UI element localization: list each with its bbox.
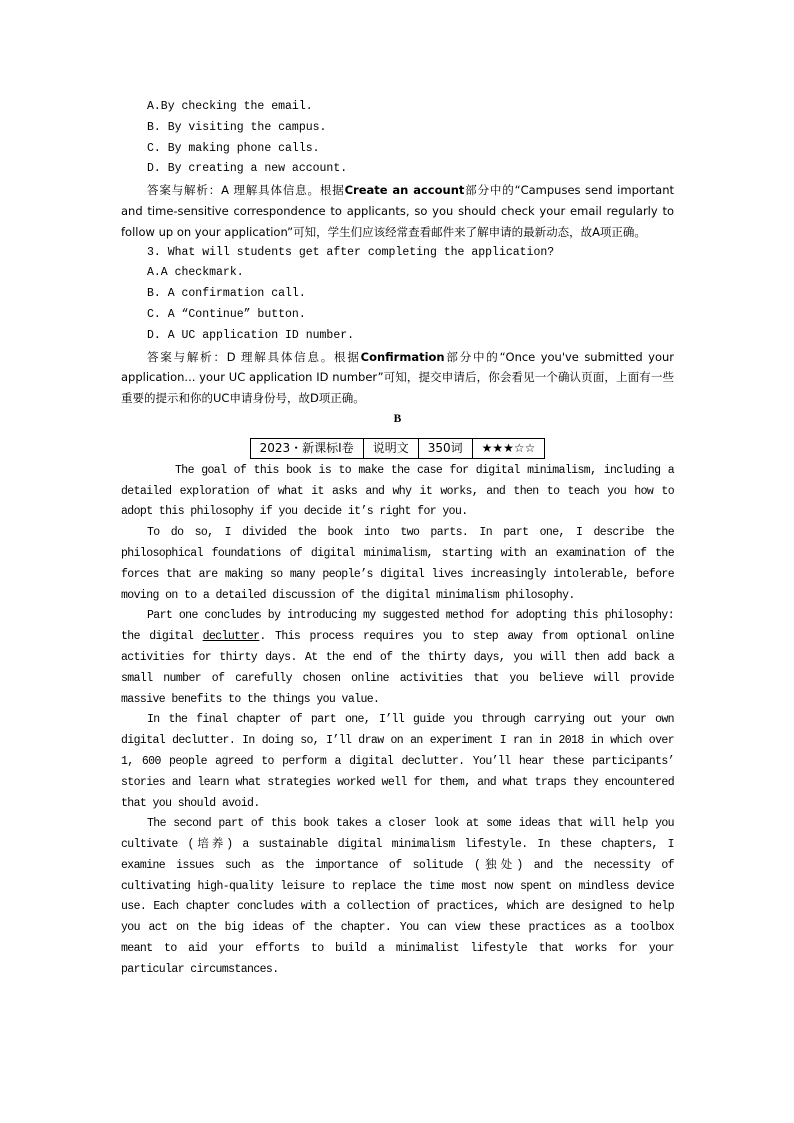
q2-answer-rest: 部分中的“Campuses send important and time-sensitive correspondence to applicants, so you should check your email regularly to follow up on your application”可知，学生们应该经常查看邮件来了解申请的最新动态，故A项正确。 <box>121 183 674 239</box>
q2-option-b: B. By visiting the campus. <box>147 120 327 134</box>
q3-answer <box>121 347 674 409</box>
passage-paragraph-5: The second part of this book takes a closer look at some ideas that will help you cultivate (培养) a sustainable digital minimalism lifestyle. In these chapters, I examine issues such as the importance of solitude (独处) and the necessity of cultivating high-quality leisure to replace the time most now spent on mindless device use. Each chapter concludes with a collection of practices, which are designed to help you act on the big ideas of the chapter. You can view these practices as a toolbox meant to aid your efforts to build a minimalist lifestyle that works for your particular circumstances. <box>121 817 674 976</box>
info-genre: 说明文 <box>363 438 418 458</box>
q3-answer-bold: Confirmation <box>360 349 445 364</box>
section-b-heading: B <box>393 412 402 425</box>
document-content <box>121 97 674 981</box>
q3-option-c: C. A “Continue” button. <box>147 307 306 321</box>
passage-paragraph-2: To do so, I divided the book into two parts. In part one, I describe the philosophical foundations of digital minimalism, starting with an examination of the forces that are making so many people’s digital lives increasingly intolerable, before moving on to a detailed discussion of the digital minimalism philosophy. <box>121 526 674 602</box>
q3-question: 3. What will students get after completing the application? <box>147 245 555 259</box>
q2-answer <box>121 180 674 242</box>
q3-option-b: B. A confirmation call. <box>147 287 306 301</box>
q2-option-d: D. By creating a new account. <box>147 162 348 176</box>
q3-option-a: A.A checkmark. <box>147 266 244 280</box>
q2-option-a: A.By checking the email. <box>147 100 313 113</box>
q3-answer-rest: 部分中的“Once you've submitted your application... your UC application ID number”可知，提交申请后，你会看见一个确认页面，上面有一些重要的提示和你的UC申请身份号，故D项正确。 <box>121 349 674 406</box>
passage-info-table <box>250 438 546 459</box>
q2-answer-bold: Create an account <box>344 183 465 198</box>
q3-answer-prefix: 答案与解析：D 理解具体信息。根据 <box>147 349 361 364</box>
q2-option-c: C. By making phone calls. <box>147 141 320 155</box>
passage-paragraph-4: In the final chapter of part one, I’ll guide you through carrying out your own digital declutter. In doing so, I’ll draw on an experiment I ran in 2018 in which over 1, 600 people agreed to perform a digital declutter. You’ll hear these participants’ stories and learn what strategies worked well for them, and what traps they encountered that you should avoid. <box>121 713 674 810</box>
q3-option-d: D. A UC application ID number. <box>147 328 355 342</box>
info-word-count: 350词 <box>418 438 472 458</box>
p3-text-before: Part one concludes by introducing my suggested method for adopting this philosophy: the digital <box>121 609 674 644</box>
passage-paragraph-3 <box>121 606 674 710</box>
passage-paragraph-1: The goal of this book is to make the case for digital minimalism, including a detailed exploration of what it asks and why it works, and then to teach you how to adopt this philosophy if you decide it’s right for you. <box>121 463 674 519</box>
p3-text-after: . This process requires you to step away from optional online activities for thirty days. At the end of the thirty days, you will then add back a small number of carefully chosen online activities that you believe will provide massive benefits to the things you value. <box>121 630 674 706</box>
underlined-word-declutter: declutter <box>202 630 260 644</box>
info-source: 2023・新课标Ⅰ卷 <box>250 438 363 458</box>
q2-answer-prefix: 答案与解析：A 理解具体信息。根据 <box>147 183 345 198</box>
info-difficulty: ★★★☆☆ <box>472 438 545 458</box>
